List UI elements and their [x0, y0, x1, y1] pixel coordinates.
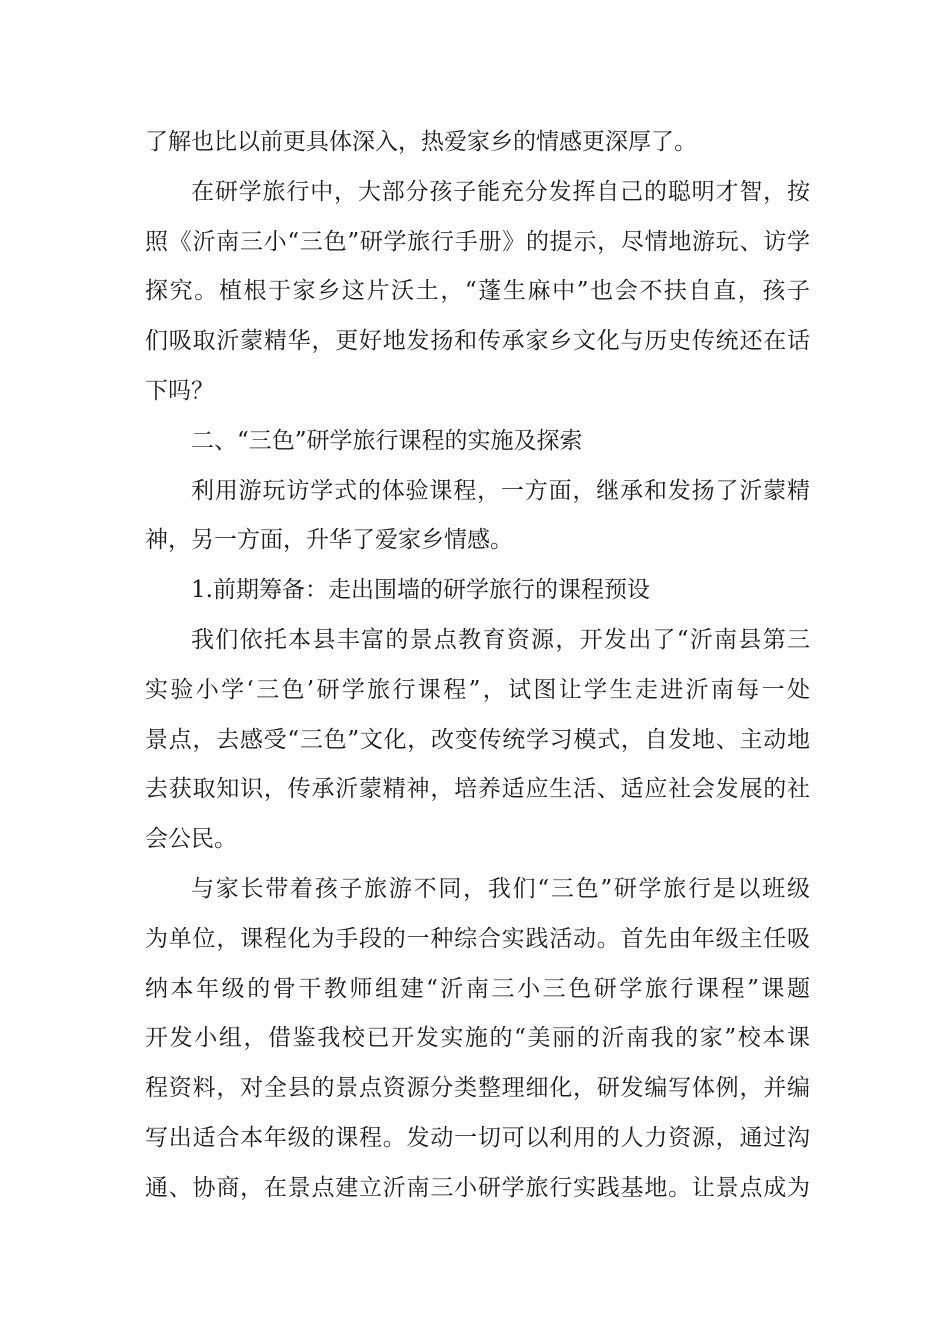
text-line: 为单位，课程化为手段的一种综合实践活动。首先由年级主任吸 [145, 925, 810, 952]
document-body [145, 118, 810, 1214]
text-line: 下吗？ [145, 377, 214, 404]
text-line: 们吸取沂蒙精华，更好地发扬和传承家乡文化与历史传统还在话 [145, 328, 810, 355]
text-line: 纳本年级的骨干教师组建“沂南三小三色研学旅行课程”课题 [145, 975, 810, 1002]
text-line: 会公民。 [145, 826, 237, 853]
text-line: 了解也比以前更具体深入，热爱家乡的情感更深厚了。 [145, 129, 697, 155]
text-line: 去获取知识，传承沂蒙精神，培养适应生活、适应社会发展的社 [145, 776, 810, 803]
text-line: 通、协商，在景点建立沂南三小研学旅行实践基地。让景点成为 [145, 1174, 810, 1201]
text-line: 实验小学‘三色’研学旅行课程”，试图让学生走进沂南每一处 [145, 676, 810, 703]
text-line: 照《沂南三小“三色”研学旅行手册》的提示，尽情地游玩、访学 [145, 228, 810, 255]
text-line: 探究。植根于家乡这片沃土，“蓬生麻中”也会不扶自直，孩子 [145, 278, 810, 305]
text-line: 在研学旅行中，大部分孩子能充分发挥自己的聪明才智，按 [191, 178, 810, 205]
text-line: 写出适合本年级的课程。发动一切可以利用的人力资源，通过沟 [145, 1124, 810, 1151]
text-line: 与家长带着孩子旅游不同，我们“三色”研学旅行是以班级 [191, 875, 810, 902]
text-line: 我们依托本县丰富的景点教育资源，开发出了“沂南县第三 [191, 626, 810, 653]
text-line: 开发小组，借鉴我校已开发实施的“美丽的沂南我的家”校本课 [145, 1025, 810, 1052]
subsection-heading: 1.前期筹备：走出围墙的研学旅行的课程预设 [191, 577, 650, 604]
section-heading: 二、“三色”研学旅行课程的实施及探索 [191, 427, 583, 454]
text-line: 利用游玩访学式的体验课程，一方面，继承和发扬了沂蒙精 [191, 477, 810, 504]
text-line: 程资料，对全县的景点资源分类整理细化，研发编写体例，并编 [145, 1075, 810, 1102]
text-line: 神，另一方面，升华了爱家乡情感。 [145, 527, 513, 554]
text-line: 景点，去感受“三色”文化，改变传统学习模式，自发地、主动地 [145, 726, 810, 753]
